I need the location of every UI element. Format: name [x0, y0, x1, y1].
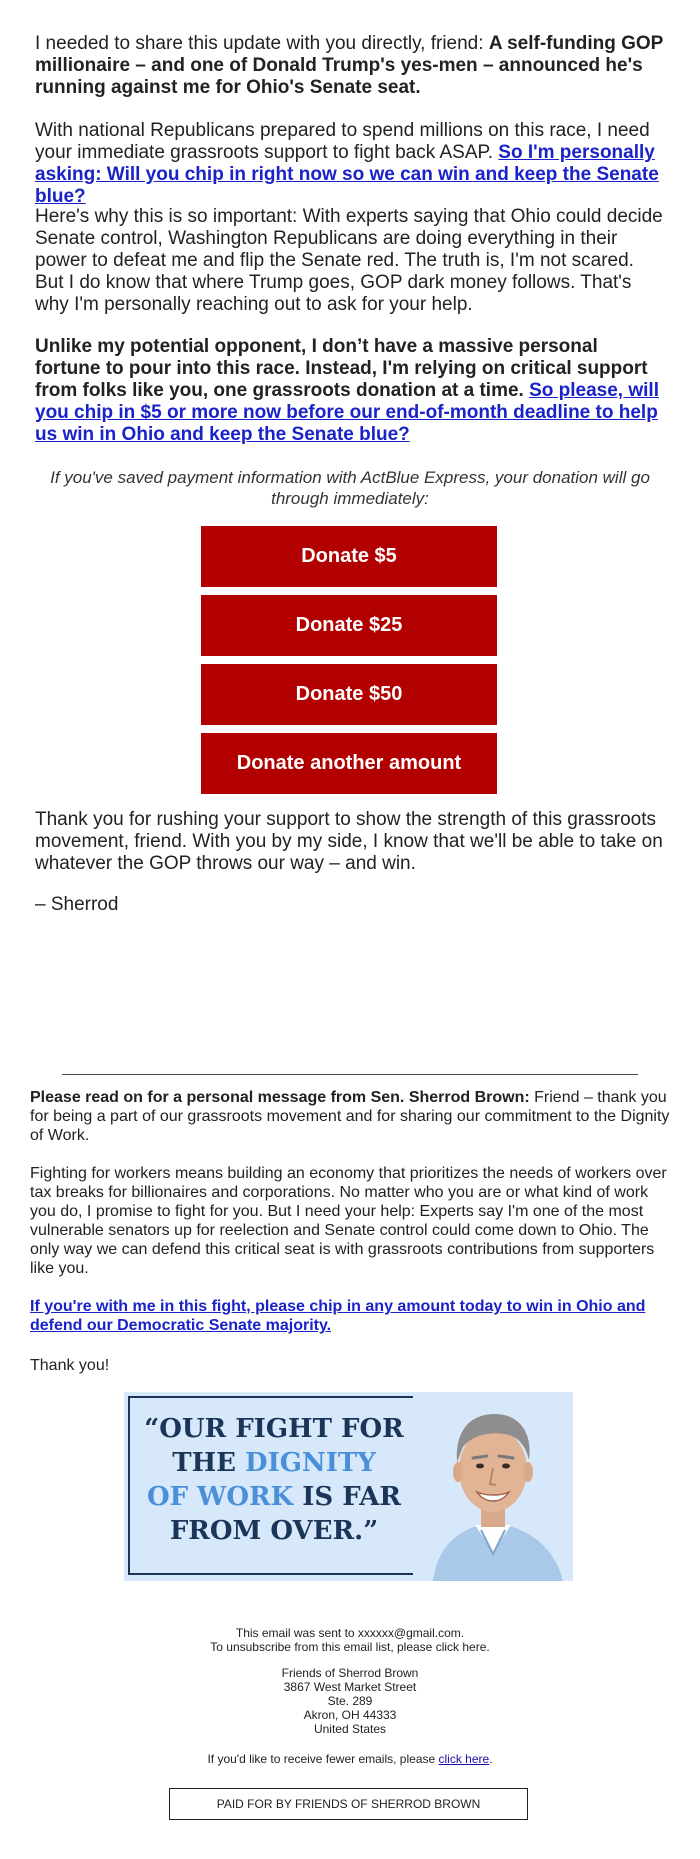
personal-message-heading: Please read on for a personal message from Sen. Sherrod Brown:	[30, 1089, 530, 1106]
footer-sent-to	[0, 1626, 700, 1654]
thank-you-paragraph	[35, 809, 665, 875]
chip-in-any-amount-link[interactable]: If you're with me in this fight, please chip in any amount today to win in Ohio and defend our Democratic Senate majority.	[30, 1298, 646, 1334]
banner-quote-line-2	[144, 1446, 404, 1480]
donate-other-amount-button[interactable]: Donate another amount	[201, 733, 497, 794]
footer-fewer-prefix: If you'd like to receive fewer emails, please	[207, 1752, 439, 1766]
signature: – Sherrod	[35, 894, 119, 915]
footer-org: Friends of Sherrod Brown	[281, 1666, 419, 1680]
thank-you-text: Thank you for rushing your support to show the strength of this grassroots movement, friend. With you by my side, I know that we'll be able to take on whatever the GOP throws our way – and win.	[35, 809, 663, 874]
chip-in-link[interactable]: So I'm personally asking: Will you chip in right now so we can win and keep the Senate blue?	[35, 142, 659, 207]
intro-lead-bold: A self-funding GOP millionaire – and one of Donald Trump's yes-men – announced he's running against me for Ohio's Senate seat.	[35, 33, 663, 98]
actblue-note: If you've saved payment information with ActBlue Express, your donation will go through immediately:	[50, 468, 650, 508]
footer-email-link[interactable]: xxxxxx@gmail.com	[357, 1626, 461, 1640]
importance-paragraph	[35, 206, 665, 316]
workers-text: Fighting for workers means building an economy that prioritizes the needs of workers over tax breaks for billionaires and corporations. No matter who you are or what kind of work you do, I promise to fight for you. But I need your help: Experts say I'm one of the most vulnerable senators up for reelection and Senate control could come down to Ohio. The only way we can defend this critical seat is with grassroots contributions from supporters like you.	[30, 1165, 667, 1277]
opponent-paragraph	[35, 336, 665, 446]
thanks-line: Thank you!	[30, 1357, 110, 1374]
banner-quote-line-3	[144, 1480, 404, 1514]
banner-quote	[144, 1412, 404, 1548]
opponent-bold-text: Unlike my potential opponent, I don’t have a massive personal fortune to pour into this race. Instead, I'm relying on critical support from folks like you, one grassroots donation at a time.	[35, 336, 648, 401]
personal-message-text: Friend – thank you for being a part of our grassroots movement and for sharing our commitment to the Dignity of Work.	[30, 1089, 670, 1144]
footer-country: United States	[313, 1722, 387, 1736]
banner-quote-dignity: DIGNITY	[245, 1448, 376, 1478]
divider	[62, 1074, 638, 1075]
footer-sent-prefix: This email was sent to	[235, 1626, 358, 1640]
fight-link-paragraph	[30, 1297, 670, 1335]
workers-paragraph	[30, 1164, 670, 1278]
footer-suite: Ste. 289	[327, 1694, 373, 1708]
footer-fewer-emails	[0, 1752, 700, 1766]
personal-message-intro	[30, 1088, 670, 1145]
importance-text: Here's why this is so important: With experts saying that Ohio could decide Senate control, Washington Republicans are doing everything in their power to defeat me and flip the Senate red. The truth is, I'm not scared. But I do know that where Trump goes, GOP dark money follows. That's why I'm personally reaching out to ask for your help.	[35, 206, 663, 315]
footer-sent-suffix: .	[460, 1626, 465, 1640]
footer-address	[0, 1666, 700, 1736]
dignity-of-work-banner[interactable]	[124, 1392, 573, 1581]
footer-street: 3867 West Market Street	[283, 1680, 417, 1694]
footer-fewer-suffix: .	[489, 1752, 493, 1766]
intro-paragraph	[35, 33, 665, 99]
banner-quote-of-work: OF WORK	[147, 1482, 294, 1512]
intro-lead: I needed to share this update with you directly, friend:	[35, 33, 489, 54]
footer-city: Akron, OH 44333	[303, 1708, 397, 1722]
appeal-paragraph	[35, 120, 665, 208]
donate-25-button[interactable]: Donate $25	[201, 595, 497, 656]
sherrod-brown-portrait	[413, 1392, 573, 1581]
footer-sent-line	[0, 1626, 700, 1640]
donate-50-button[interactable]: Donate $50	[201, 664, 497, 725]
footer-unsubscribe[interactable]: To unsubscribe from this email list, please click here.	[210, 1640, 490, 1654]
paid-for-by-box: PAID FOR BY FRIENDS OF SHERROD BROWN	[169, 1788, 528, 1820]
donate-5-button[interactable]: Donate $5	[201, 526, 497, 587]
banner-quote-line-4: FROM OVER.”	[169, 1516, 379, 1546]
banner-quote-the: THE	[172, 1448, 246, 1478]
appeal-text: With national Republicans prepared to spend millions on this race, I need your immediate grassroots support to fight back ASAP.	[35, 120, 650, 163]
banner-quote-line-1: “OUR FIGHT FOR	[144, 1414, 404, 1444]
chip-in-5-link[interactable]: So please, will you chip in $5 or more now before our end-of-month deadline to help us win in Ohio and keep the Senate blue?	[35, 380, 659, 445]
footer-fewer-emails-link[interactable]: click here	[438, 1752, 490, 1766]
banner-quote-is-far: IS FAR	[293, 1482, 401, 1512]
